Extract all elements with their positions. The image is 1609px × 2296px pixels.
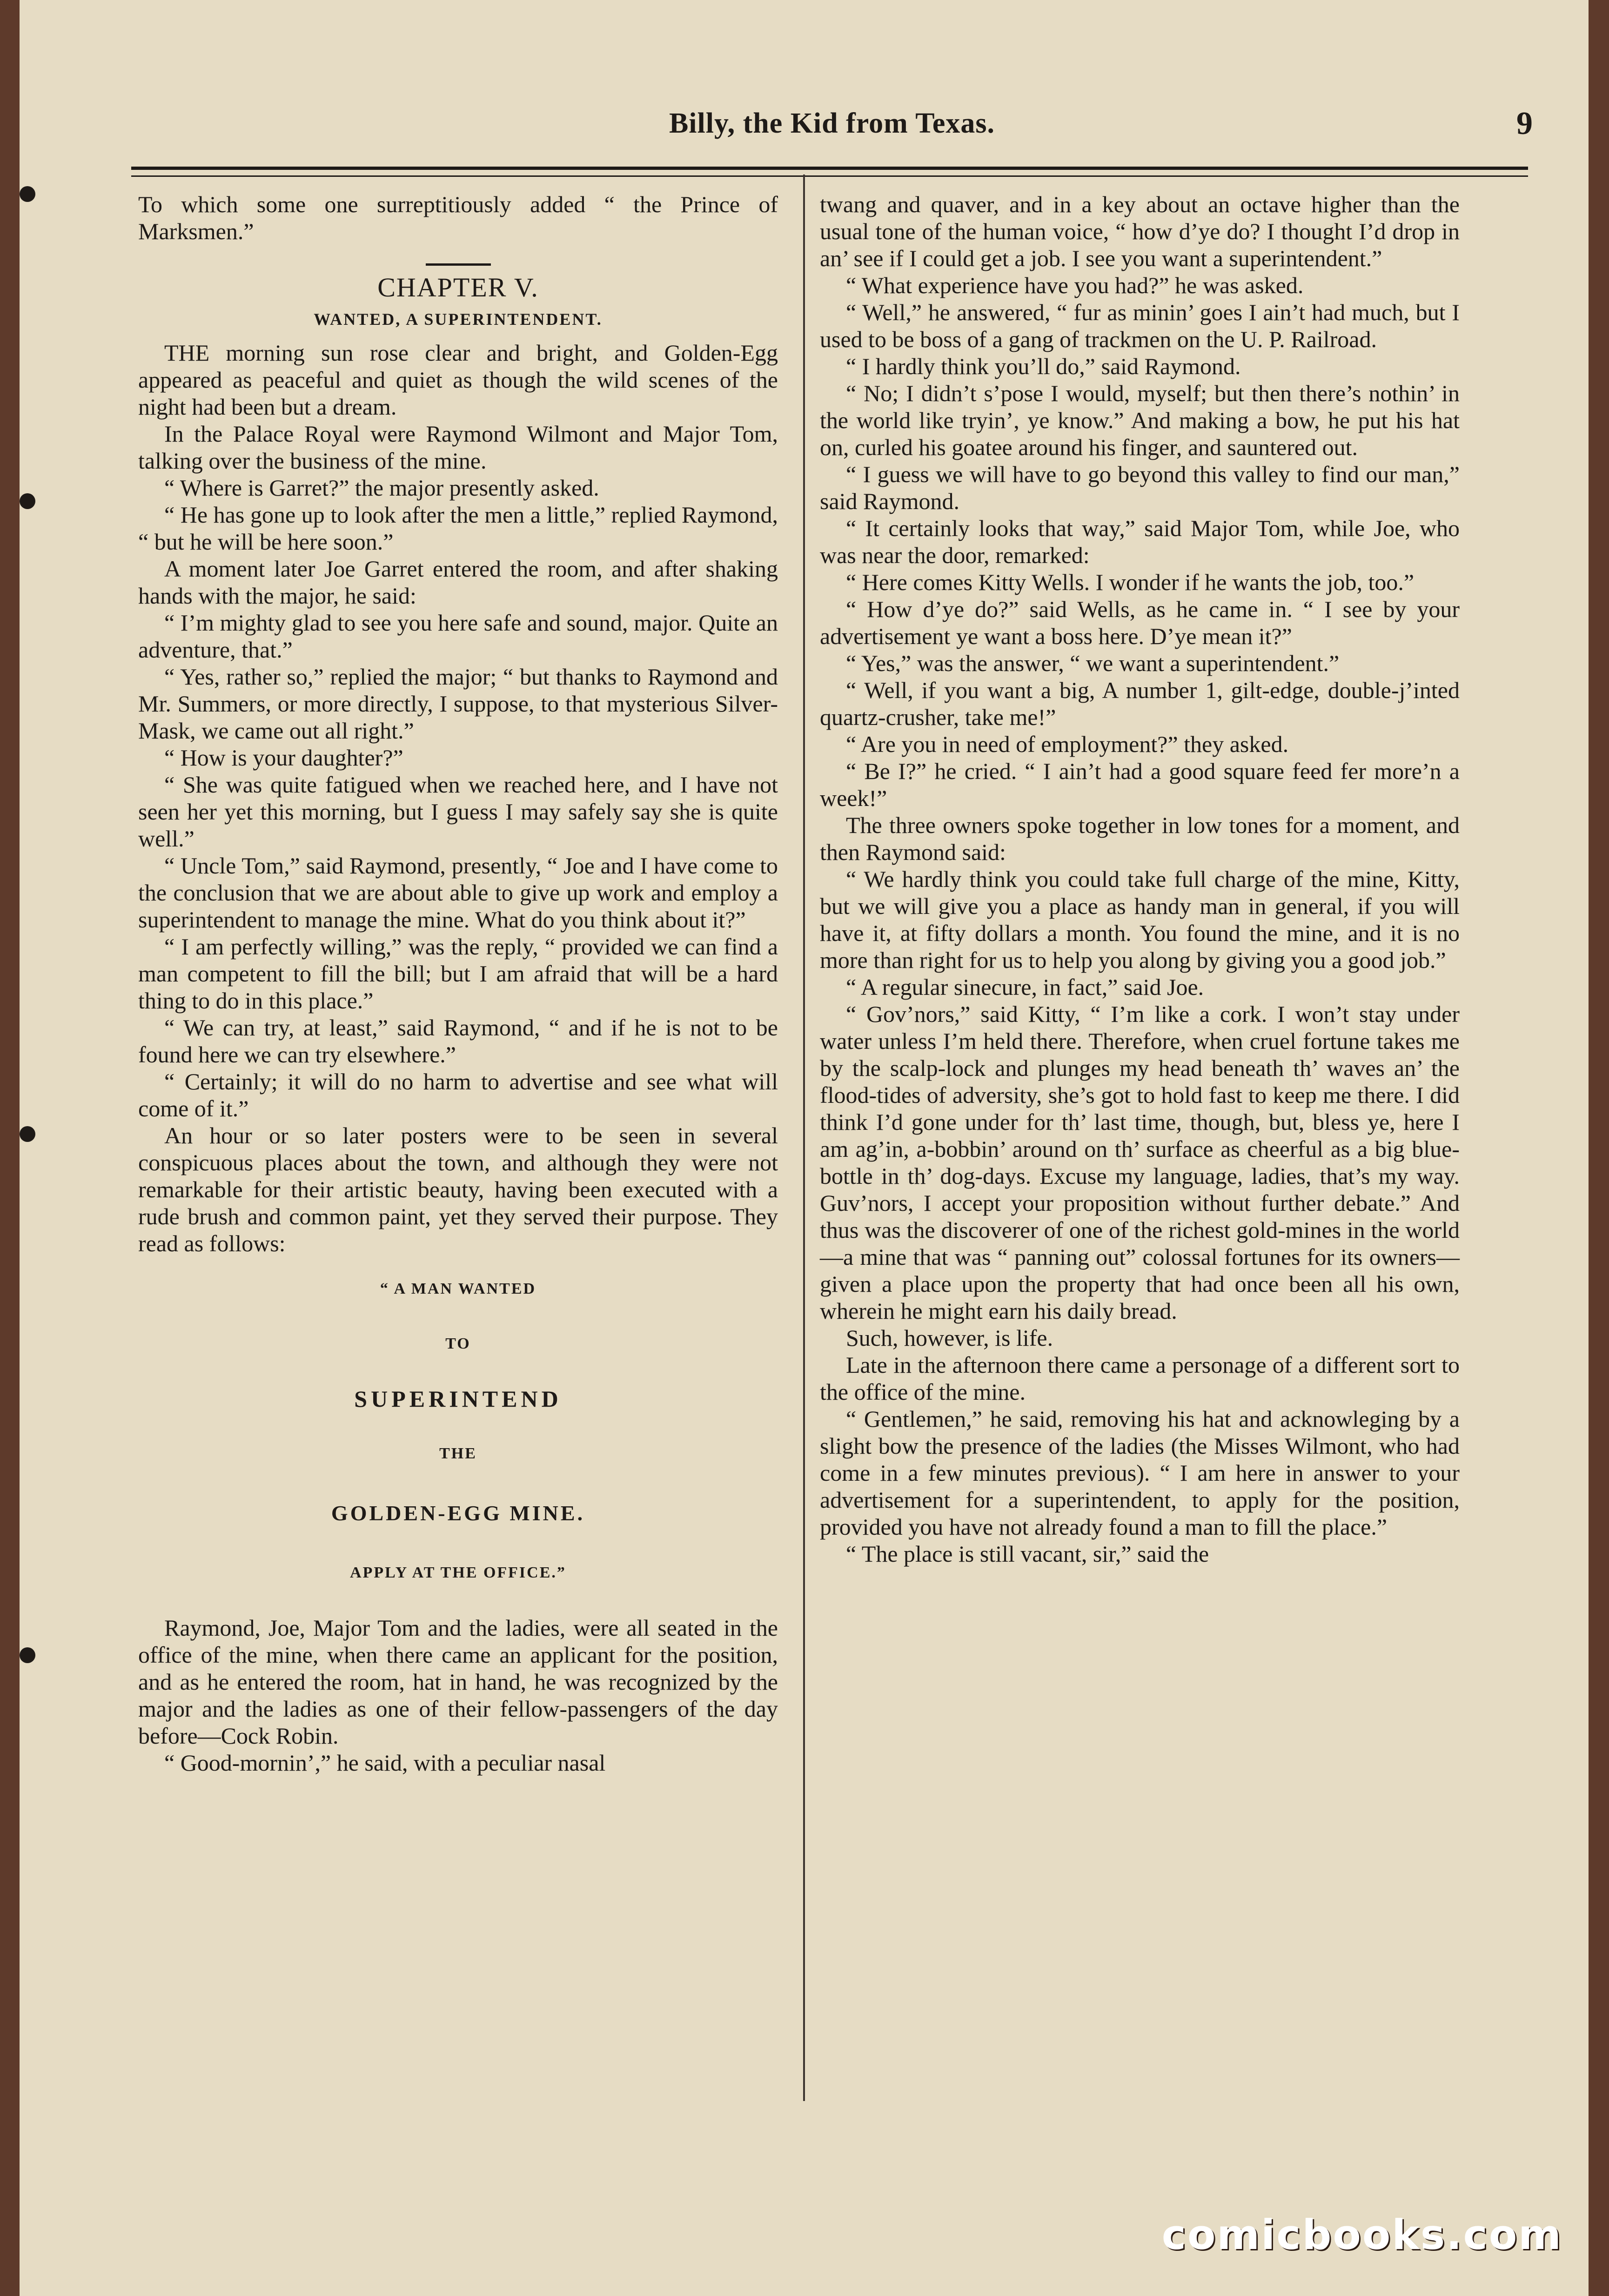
paragraph: “ We hardly think you could take full charge of the mine, Kitty, but we will give you a place as handy man in general, if you will have it, at fifty dollars a month. You found the mine, and it is no more than right for us to help you along by giving you a good job.” (820, 866, 1460, 973)
paragraph: “ Certainly; it will do no harm to advertise and see what will come of it.” (138, 1068, 778, 1121)
book-page (20, 0, 1589, 2296)
paragraph: To which some one surreptitiously added “ the Prince of Marksmen.” (138, 191, 778, 244)
paragraph: An hour or so later posters were to be seen in several conspicuous places about the town, and although they were not remarkable for their artistic beauty, having been executed with a rude brush and common paint, yet they served their purpose. They read as follows: (138, 1122, 778, 1256)
binding-hole (20, 493, 35, 509)
notice-line: SUPERINTEND (354, 1386, 562, 1412)
binding-hole (20, 1126, 35, 1142)
paragraph: “ How is your daughter?” (164, 745, 403, 771)
paragraph: “ Be I?” he cried. “ I ain’t had a good square feed fer more’n a week!” (820, 758, 1460, 811)
paragraph: In the Palace Royal were Raymond Wilmont and Major Tom, talking over the business of the mine. (138, 421, 778, 474)
binding-hole (20, 186, 35, 202)
notice-line: TO (445, 1335, 471, 1352)
paragraph: “ What experience have you had?” he was asked. (846, 272, 1304, 298)
paragraph: Late in the afternoon there came a personage of a different sort to the office of the mine. (820, 1352, 1460, 1405)
paragraph: “ Are you in need of employment?” they asked. (846, 731, 1289, 757)
right-column (820, 191, 1460, 1567)
chapter-rule (426, 263, 491, 266)
paragraph: “ Good-mornin’,” he said, with a peculiar nasal (164, 1750, 606, 1776)
paragraph: twang and quaver, and in a key about an octave higher than the usual tone of the human voice, “ how d’ye do? I thought I’d drop in an’ see if I could get a job. I see you want a superintendent.” (820, 191, 1460, 271)
paragraph: “ Uncle Tom,” said Raymond, presently, “ Joe and I have come to the conclusion that we are about able to give up work and employ a superintendent to manage the mine. What do you think about it?” (138, 853, 778, 933)
paragraph: The three owners spoke together in low tones for a moment, and then Raymond said: (820, 812, 1460, 865)
paragraph: Raymond, Joe, Major Tom and the ladies, were all seated in the office of the mine, when there came an applicant for the position, and as he entered the room, hat in hand, he was recognized by the major and the ladies as one of their fellow-passengers of the day before—Cock Robin. (138, 1615, 778, 1749)
paragraph: THE morning sun rose clear and bright, and Golden-Egg appeared as peaceful and quiet as though the wild scenes of the night had been but a dream. (138, 340, 778, 420)
paragraph: “ The place is still vacant, sir,” said the (846, 1541, 1209, 1567)
page-number: 9 (1516, 106, 1533, 141)
header-rule (131, 167, 1528, 177)
paragraph: “ Where is Garret?” the major presently asked. (164, 475, 599, 501)
paragraph: “ It certainly looks that way,” said Major Tom, while Joe, who was near the door, remarked: (820, 515, 1460, 568)
paragraph: A moment later Joe Garret entered the room, and after shaking hands with the major, he said: (138, 556, 778, 609)
notice-line: “ A MAN WANTED (380, 1280, 536, 1297)
paragraph: “ No; I didn’t s’pose I would, myself; but then there’s nothin’ in the world like tryin’, ye know.” And making a bow, he put his hat on, curled his goatee around his finger, and sauntered out. (820, 380, 1460, 460)
column-divider (803, 175, 805, 2101)
paragraph: “ Gov’nors,” said Kitty, “ I’m like a cork. I won’t stay under water unless I’m held there. Therefore, when cruel fortune takes me by the scalp-lock and plunges my head beneath th’ waves an’ the flood-tides of adversity, she’s got to hold fast to keep me there. I did think I’d gone under for th’ last time, though, but, bless ye, here I am ag’in, a-bobbin’ around on th’ surface as cheerful as a big blue-bottle in th’ dog-days. Excuse my language, ladies, that’s my way. Guv’nors, I accept your proposition without further debate.” And thus was the discoverer of one of the richest gold-mines in the world—a mine that was “ panning out” colossal fortunes for its owners—given a place upon the property that had once been all his own, wherein he might earn his daily bread. (820, 1001, 1460, 1324)
notice-line: GOLDEN-EGG MINE. (331, 1501, 585, 1525)
paragraph: Such, however, is life. (846, 1325, 1053, 1351)
paragraph: “ Well,” he answered, “ fur as minin’ goes I ain’t had much, but I used to be boss of a gang of trackmen on the U. P. Railroad. (820, 299, 1460, 352)
page-header (131, 107, 1533, 172)
chapter-title: CHAPTER V. (377, 272, 539, 302)
paragraph: “ Here comes Kitty Wells. I wonder if he wants the job, too.” (846, 569, 1415, 595)
paragraph: “ Yes, rather so,” replied the major; “ but thanks to Raymond and Mr. Summers, or more directly, I suppose, to that mysterious Silver-Mask, we came out all right.” (138, 664, 778, 744)
left-column (138, 191, 778, 1776)
paragraph: “ I guess we will have to go beyond this valley to find our man,” said Raymond. (820, 461, 1460, 514)
paragraph: “ We can try, at least,” said Raymond, “ and if he is not to be found here we can try elsewhere.” (138, 1014, 778, 1067)
binding-hole (20, 1647, 35, 1663)
paragraph: “ Yes,” was the answer, “ we want a superintendent.” (846, 650, 1340, 676)
paragraph: “ I am perfectly willing,” was the reply, “ provided we can find a man competent to fill the bill; but I am afraid that will be a hard thing to do in this place.” (138, 933, 778, 1014)
watermark: comicbooks.com (1161, 2211, 1562, 2259)
notice-line: THE (439, 1445, 477, 1462)
notice-line: APPLY AT THE OFFICE.” (350, 1564, 566, 1581)
chapter-subtitle: WANTED, A SUPERINTENDENT. (314, 310, 603, 329)
running-head: Billy, the Kid from Texas. (669, 107, 995, 139)
paragraph: “ How d’ye do?” said Wells, as he came in. “ I see by your advertisement ye want a boss here. D’ye mean it?” (820, 596, 1460, 649)
paragraph: “ Well, if you want a big, A number 1, gilt-edge, double-j’inted quartz-crusher, take me!” (820, 677, 1460, 730)
paragraph: “ A regular sinecure, in fact,” said Joe. (846, 974, 1204, 1000)
paragraph: “ Gentlemen,” he said, removing his hat and acknowleging by a slight bow the presence of the ladies (the Misses Wilmont, who had come in a few minutes previous). “ I am here in answer to your advertisement for a superintendent, to apply for the position, provided you have not already found a man to fill the place.” (820, 1406, 1460, 1540)
paragraph: “ I hardly think you’ll do,” said Raymond. (846, 353, 1241, 379)
paragraph: “ He has gone up to look after the men a little,” replied Raymond, “ but he will be here soon.” (138, 502, 778, 555)
paragraph: “ She was quite fatigued when we reached here, and I have not seen her yet this morning, but I guess I may safely say she is quite well.” (138, 772, 778, 852)
paragraph: “ I’m mighty glad to see you here safe and sound, major. Quite an adventure, that.” (138, 610, 778, 663)
poster-notice (138, 1276, 778, 1586)
